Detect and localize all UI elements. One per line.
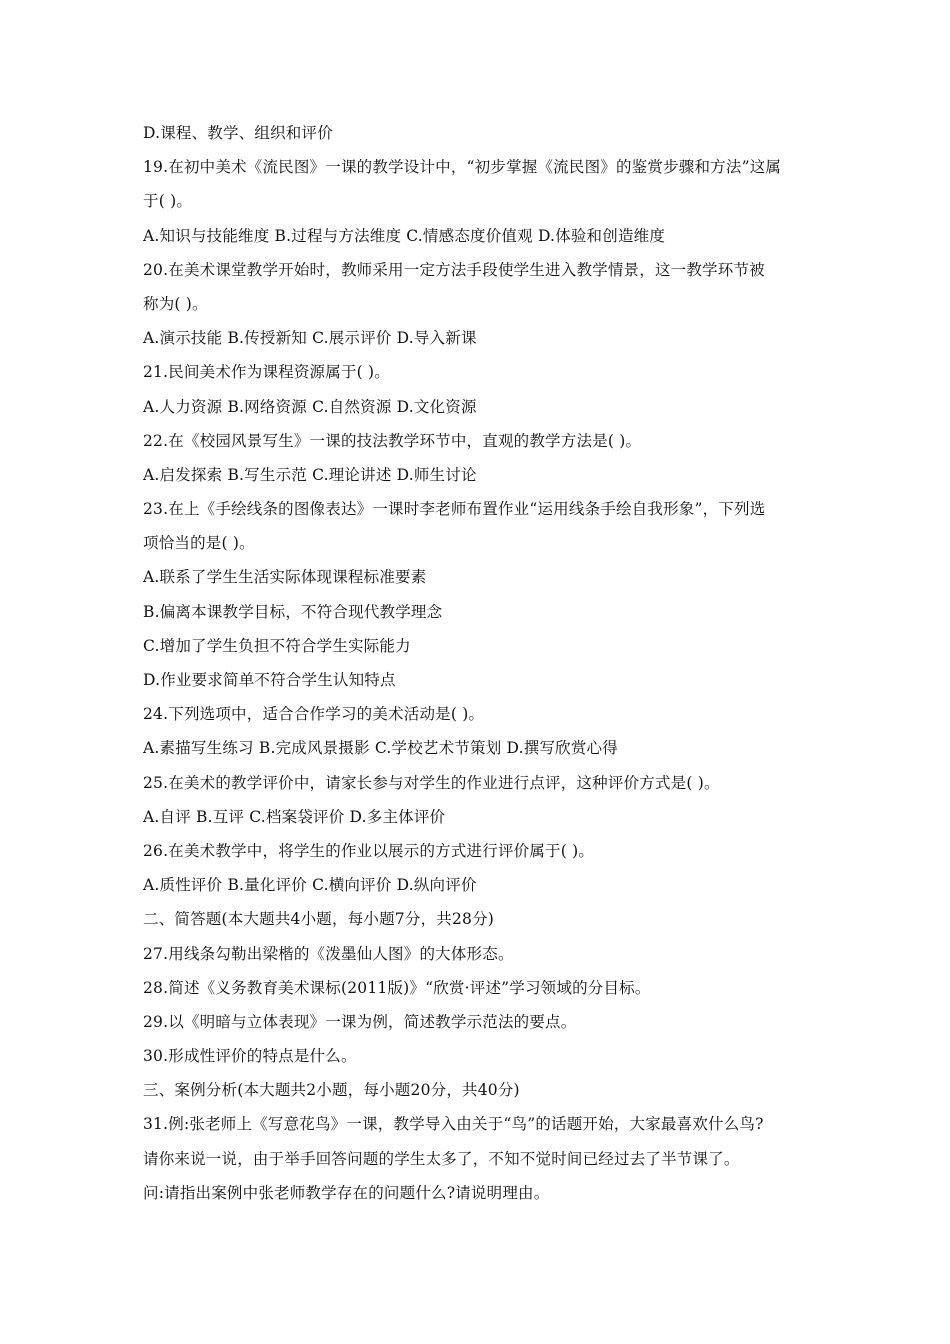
question-22: 22.在《校园风景写生》一课的技法教学环节中，直观的教学方法是( )。 <box>143 431 642 450</box>
options-24: A.素描写生练习 B.完成风景摄影 C.学校艺术节策划 D.撰写欣赏心得 <box>143 739 618 758</box>
options-21: A.人力资源 B.网络资源 C.自然资源 D.文化资源 <box>143 397 477 416</box>
question-21: 21.民间美术作为课程资源属于( )。 <box>143 363 390 382</box>
question-31: 31.例:张老师上《写意花鸟》一课，教学导入由关于“鸟”的话题开始，大家最喜欢什么鸟? <box>143 1115 764 1134</box>
question-23-cont: 项恰当的是( )。 <box>143 534 255 553</box>
question-20: 20.在美术课堂教学开始时，教师采用一定方法手段使学生进入教学情景，这一教学环节被 <box>143 260 765 279</box>
question-19-cont: 于( )。 <box>143 192 193 211</box>
options-19: A.知识与技能维度 B.过程与方法维度 C.情感态度价值观 D.体验和创造维度 <box>143 226 666 245</box>
question-28: 28.简述《义务教育美术课标(2011版)》“欣赏·评述”学习领域的分目标。 <box>143 978 651 997</box>
option-23c: C.增加了学生负担不符合学生实际能力 <box>143 636 411 655</box>
question-23: 23.在上《手绘线条的图像表达》一课时李老师布置作业“运用线条手绘自我形象”，下列选 <box>143 500 766 519</box>
question-31-ask: 问:请指出案例中张老师教学存在的问题什么?请说明理由。 <box>143 1183 550 1202</box>
section-heading-case-analysis: 三、案例分析(本大题共2小题，每小题20分，共40分) <box>143 1081 520 1100</box>
question-26: 26.在美术教学中，将学生的作业以展示的方式进行评价属于( )。 <box>143 841 595 860</box>
options-26: A.质性评价 B.量化评价 C.横向评价 D.纵向评价 <box>143 876 477 895</box>
question-25: 25.在美术的教学评价中，请家长参与对学生的作业进行点评，这种评价方式是( )。 <box>143 773 720 792</box>
question-19: 19.在初中美术《流民图》一课的教学设计中，“初步掌握《流民图》的鉴赏步骤和方法”这属 <box>143 158 782 177</box>
option-23a: A.联系了学生生活实际体现课程标准要素 <box>143 568 427 587</box>
question-27: 27.用线条勾勒出梁楷的《泼墨仙人图》的大体形态。 <box>143 944 514 963</box>
document-body <box>143 116 813 1210</box>
section-heading-short-answer: 二、简答题(本大题共4小题，每小题7分，共28分) <box>143 910 495 929</box>
options-25: A.自评 B.互评 C.档案袋评价 D.多主体评价 <box>143 807 446 826</box>
option-23b: B.偏离本课教学目标，不符合现代教学理念 <box>143 602 443 621</box>
option-23d: D.作业要求简单不符合学生认知特点 <box>143 671 396 689</box>
question-29: 29.以《明暗与立体表现》一课为例，简述教学示范法的要点。 <box>143 1012 577 1031</box>
option-line-18d: D.课程、教学、组织和评价 <box>143 124 333 142</box>
question-24: 24.下列选项中，适合合作学习的美术活动是( )。 <box>143 705 485 724</box>
question-20-cont: 称为( )。 <box>143 294 208 313</box>
question-31-cont: 请你来说一说，由于举手回答问题的学生太多了，不知不觉时间已经过去了半节课了。 <box>143 1149 740 1168</box>
options-20: A.演示技能 B.传授新知 C.展示评价 D.导入新课 <box>143 329 477 348</box>
options-22: A.启发探索 B.写生示范 C.理论讲述 D.师生讨论 <box>143 465 477 484</box>
question-30: 30.形成性评价的特点是什么。 <box>143 1047 357 1066</box>
